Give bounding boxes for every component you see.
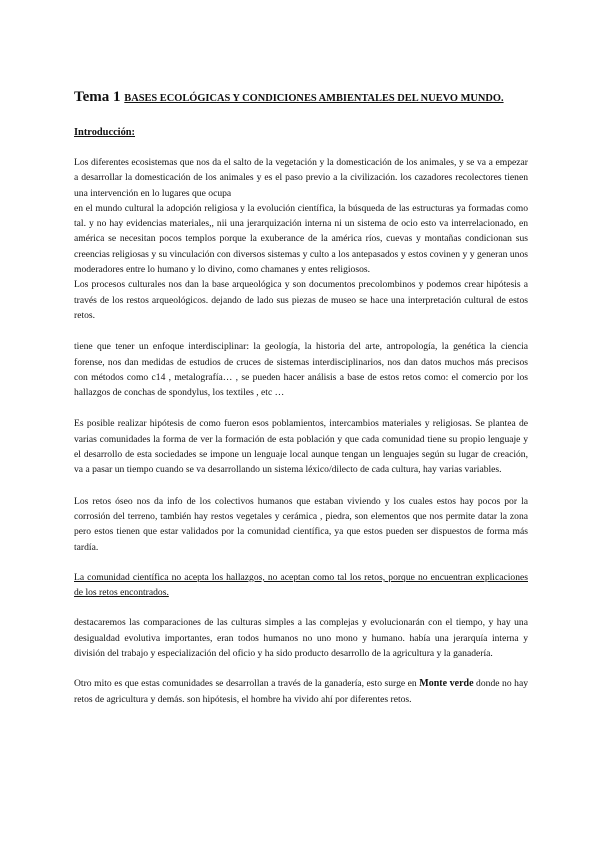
document-body bbox=[74, 90, 528, 707]
monte-verde-term: Monte verde bbox=[419, 678, 474, 690]
paragraph-comparaciones: destacaremos las comparaciones de las culturas simples a las complejas y evolucionarán con el tiempo, y hay una desigualdad evolutiva importantes, eran todos humanos no uno mono y humano. había una jerarquía interna y división del trabajo y especialización del oficio y ha sido producto desarrollo de la agricultura y la ganadería. bbox=[74, 617, 528, 660]
paragraph-retos-oseos: Los retos óseo nos da info de los colectivos humanos que estaban viviendo y los cuales estos hay pocos por la corrosión del terreno, también hay restos vegetales y cerámica , piedra, son elementos que nos permite datar la zona pero estos tienen que estar validados por la comunidad científica, ya que estos pueden ser dispuestos de forma más tardía. bbox=[74, 495, 528, 553]
paragraph-procesos-culturales: Los procesos culturales nos dan la base arqueológica y son documentos precolombinos y podemos crear hipótesis a través de los restos arqueológicos. dejando de lado sus piezas de museo se hace una interpretación cultural de estos retos. bbox=[74, 279, 528, 321]
page-title bbox=[74, 90, 528, 105]
title-tema: Tema 1 bbox=[74, 89, 121, 105]
paragraph-enfoque: tiene que tener un enfoque interdisciplinar: la geología, la historia del arte, antropología, la genética la ciencia forense, nos dan medidas de estudios de cruces de sistemas interdisciplinarios, nos dan datos muchos más precisos con métodos como c14 , metalografía… , se pueden hacer análisis a base de estos retos como: el comercio por los hallazgos de conchas de spondylus, los textiles , etc … bbox=[74, 341, 528, 399]
intro-heading: Introducción: bbox=[74, 127, 136, 138]
paragraph-comunidad-cientifica: La comunidad científica no acepta los hallazgos, no aceptan como tal los retos, porque no encuentran explicaciones de los retos encontrados. bbox=[74, 571, 528, 599]
paragraph-mundo-cultural: en el mundo cultural la adopción religiosa y la evolución científica, la búsqueda de las estructuras ya formadas como tal. y no hay evidencias materiales,, nii una jerarquización interna ni un sistema de ocio esto va interrelacionado, en américa se necesitan pocos templos porque la exuberance de la américa ríos, cuevas y montañas condicionan sus creencias religiosas y su vinculación con diversos sistemas y culto a los antepasados y estos covinen y y generan unos moderadores entre lo humano y lo divino, como chamanes y entes religiosos. bbox=[74, 202, 528, 276]
paragraph-otro-mito-start: Otro mito es que estas comunidades se desarrollan a través de la ganadería, esto surge en bbox=[74, 678, 420, 690]
paragraph-otro-mito bbox=[74, 676, 528, 707]
paragraph-ecosistemas: Los diferentes ecosistemas que nos da el salto de la vegetación y la domesticación de los animales, y se va a empezar a desarrollar la domesticación de los animales y es el paso previo a la civilización. los cazadores recolectores tienen una intervención en lo lugares que ocupa bbox=[74, 157, 528, 199]
paragraph-otro-mito-end: donde no hay retos de agricultura y demás. son hipótesis, el hombre ha vivido ahí por diferentes retos. bbox=[74, 678, 528, 705]
title-main: BASES ECOLÓGICAS Y CONDICIONES AMBIENTALES DEL NUEVO MUNDO. bbox=[124, 93, 504, 104]
paragraph-hipotesis: Es posible realizar hipótesis de como fueron esos poblamientos, intercambios materiales y religiosas. Se plantea de varias comunidades la forma de ver la formación de esta población y que cada comunidad tiene su propio lenguaje y el desarrollo de esta sociedades se impone un lenguaje local aunque tengan un lenguajes según su lugar de creación, va a pasar un tiempo cuando se va desarrollando un sistema léxico/dilecto de cada cultura, hay varias variables. bbox=[74, 418, 528, 476]
